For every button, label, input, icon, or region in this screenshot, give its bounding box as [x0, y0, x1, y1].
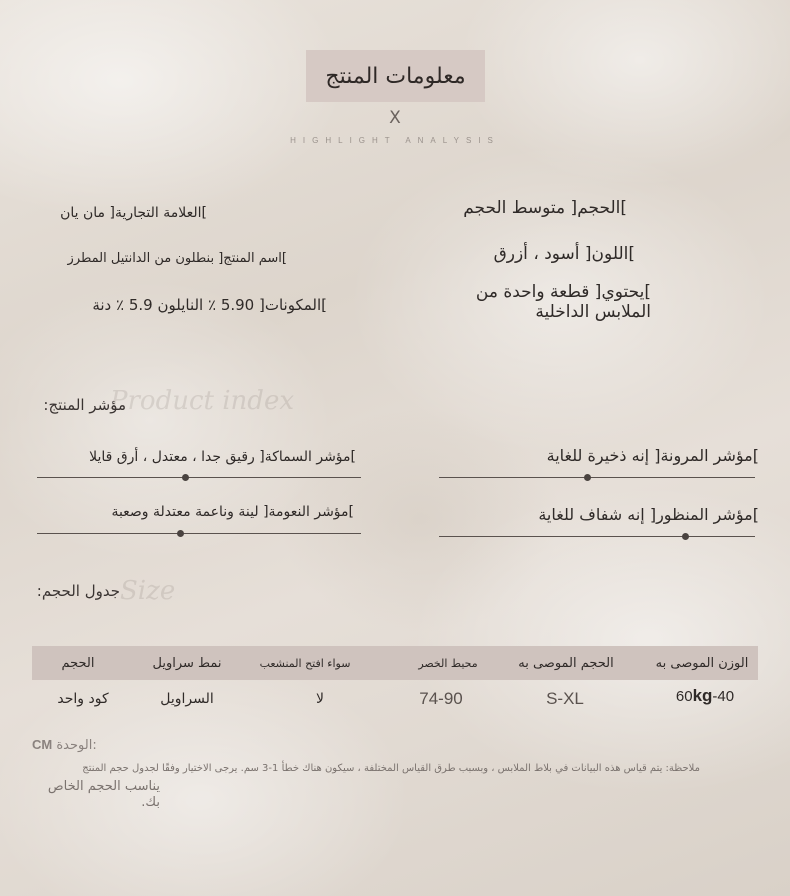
footer-note-end-line1: يناسب الحجم الخاص: [47, 779, 160, 794]
size-table-label: جدول الحجم:: [36, 582, 120, 600]
info-color: ]اللون[ أسود ، أزرق: [493, 244, 635, 264]
td-waist: 74-90: [419, 689, 463, 708]
unit-value: CM: [32, 737, 53, 752]
perspective-line: [439, 536, 755, 537]
td-weight-unit: kg: [692, 686, 713, 705]
info-brand: ]العلامة التجارية[ مان يان: [60, 205, 207, 221]
product-index-script: Product index: [110, 386, 294, 416]
td-style: السراويل: [160, 691, 214, 707]
td-size: كود واحد: [57, 691, 109, 707]
info-size: ]الحجم[ متوسط الحجم: [463, 198, 627, 218]
footer-note-end: [0, 779, 160, 811]
softness-line: [37, 533, 361, 534]
elasticity-index: ]مؤشر المرونة[ إنه ذخيرة للغاية: [546, 446, 759, 465]
info-contains: [291, 282, 651, 322]
elasticity-dot: [584, 474, 591, 481]
unit-label: الوحدة:: [56, 738, 97, 753]
td-open: لا: [316, 691, 324, 707]
softness-dot: [177, 530, 184, 537]
page-title: [306, 50, 485, 102]
th-waist: محيط الخصر: [418, 656, 478, 670]
info-product-name: ]اسم المنتج[ بنطلون من الدانتيل المطرز: [67, 251, 287, 266]
page-title-text: معلومات المنتج: [325, 63, 466, 89]
th-open: سواء افتح المنشعب: [259, 656, 351, 670]
th-rec-size: الحجم الموصى به: [518, 655, 614, 671]
td-weight-num1: 60: [675, 687, 693, 705]
th-size: الحجم: [61, 655, 95, 671]
info-contains-line1: ]يحتوي[ قطعة واحدة من: [475, 282, 651, 302]
perspective-index: ]مؤشر المنظور[ إنه شفاف للغاية: [538, 505, 759, 524]
th-style: نمط سراويل: [152, 655, 222, 671]
thickness-dot: [182, 474, 189, 481]
perspective-dot: [682, 533, 689, 540]
footer-note-end-line2: بك.: [141, 795, 160, 810]
product-index-label: مؤشر المنتج:: [43, 396, 126, 414]
footer-note: ملاحظة: يتم قياس هذه البيانات في بلاط الملابس ، وبسبب طرق القياس المختلفة ، سيكون هناك خطأ 1-3 سم. يرجى الاختيار وفقًا لجدول حجم المنتج: [82, 763, 700, 774]
softness-index: ]مؤشر النعومة[ لينة وناعمة معتدلة وصعبة: [111, 504, 354, 520]
td-rec-size: S-XL: [546, 689, 584, 708]
th-weight: الوزن الموصى به: [655, 655, 749, 671]
elasticity-line: [439, 477, 755, 478]
thickness-index: ]مؤشر السماكة[ رقيق جدا ، معتدل ، أرق قايلا: [89, 449, 356, 465]
unit-line: [32, 737, 97, 753]
td-weight: [660, 681, 750, 711]
thickness-line: [37, 477, 361, 478]
info-materials: ]المكونات[ 5.90 ٪ النايلون 5.9 ٪ دنة: [92, 296, 327, 314]
info-contains-line2: الملابس الداخلية: [535, 302, 651, 322]
x-mark: X: [389, 108, 401, 128]
size-table-header: [32, 646, 758, 680]
size-script: Size: [120, 576, 176, 606]
td-weight-num2: -40: [712, 687, 735, 705]
highlight-analysis-subtitle: HIGHLIGHT ANALYSIS: [290, 136, 500, 145]
